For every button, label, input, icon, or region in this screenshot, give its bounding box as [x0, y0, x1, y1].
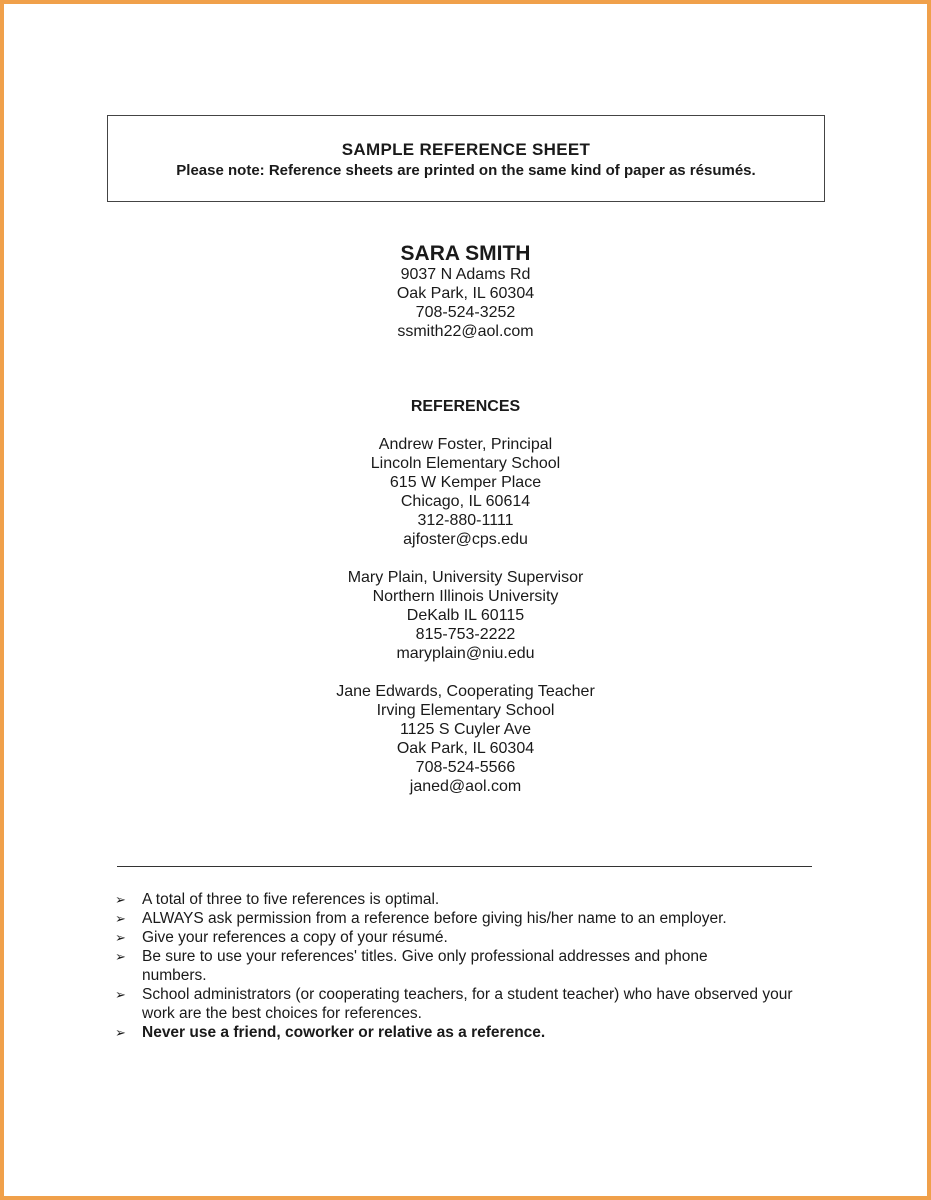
tip-text: A total of three to five references is optimal.	[142, 891, 440, 908]
reference-entry	[0, 682, 931, 796]
reference-name-title: Jane Edwards, Cooperating Teacher	[336, 683, 595, 700]
reference-street: 1125 S Cuyler Ave	[399, 721, 532, 738]
notice-subtitle: Please note: Reference sheets are printed on the same kind of paper as résumés.	[176, 162, 756, 179]
tip-text: Be sure to use your references' titles. Give only professional addresses and phone numbers.	[142, 948, 708, 984]
reference-name-title: Mary Plain, University Supervisor	[347, 569, 584, 586]
arrow-bullet-icon: ➢	[115, 987, 126, 1002]
reference-phone: 708-524-5566	[415, 759, 516, 776]
reference-city: DeKalb IL 60115	[406, 607, 525, 624]
tip-text: Never use a friend, coworker or relative as a reference.	[142, 1024, 546, 1041]
reference-entry	[0, 568, 931, 663]
tip-item	[115, 1023, 815, 1042]
tips-list	[115, 890, 815, 1042]
applicant-address-line1: 9037 N Adams Rd	[400, 266, 531, 283]
applicant-name: SARA SMITH	[400, 242, 531, 265]
applicant-address-line2: Oak Park, IL 60304	[396, 285, 535, 302]
tip-text: School administrators (or cooperating teachers, for a student teacher) who have observed your work are the best choices for references.	[142, 986, 793, 1022]
reference-phone: 815-753-2222	[415, 626, 516, 643]
reference-email: maryplain@niu.edu	[396, 645, 535, 662]
reference-email: ajfoster@cps.edu	[403, 531, 528, 548]
arrow-bullet-icon: ➢	[115, 892, 126, 907]
notice-title: SAMPLE REFERENCE SHEET	[341, 140, 591, 159]
applicant-phone: 708-524-3252	[415, 304, 516, 321]
reference-organization: Lincoln Elementary School	[370, 455, 561, 472]
applicant-email: ssmith22@aol.com	[397, 323, 534, 340]
reference-organization: Irving Elementary School	[376, 702, 555, 719]
reference-city: Oak Park, IL 60304	[396, 740, 535, 757]
arrow-bullet-icon: ➢	[115, 911, 126, 926]
tip-item	[115, 909, 815, 928]
reference-email: janed@aol.com	[409, 778, 522, 795]
reference-street: 615 W Kemper Place	[389, 474, 542, 491]
reference-entry	[0, 435, 931, 549]
tip-item	[115, 947, 815, 985]
reference-organization: Northern Illinois University	[372, 588, 559, 605]
tip-text: ALWAYS ask permission from a reference before giving his/her name to an employer.	[142, 910, 727, 927]
reference-name-title: Andrew Foster, Principal	[378, 436, 553, 453]
notice-box	[107, 115, 825, 202]
arrow-bullet-icon: ➢	[115, 1025, 126, 1040]
arrow-bullet-icon: ➢	[115, 949, 126, 964]
arrow-bullet-icon: ➢	[115, 930, 126, 945]
reference-city: Chicago, IL 60614	[400, 493, 531, 510]
applicant-contact	[0, 265, 931, 341]
tip-item	[115, 928, 815, 947]
tip-item	[115, 890, 815, 909]
tip-text: Give your references a copy of your résumé.	[142, 929, 448, 946]
reference-phone: 312-880-1111	[417, 512, 514, 529]
references-heading: REFERENCES	[410, 398, 521, 415]
tip-item	[115, 985, 815, 1023]
divider-line	[117, 866, 812, 867]
